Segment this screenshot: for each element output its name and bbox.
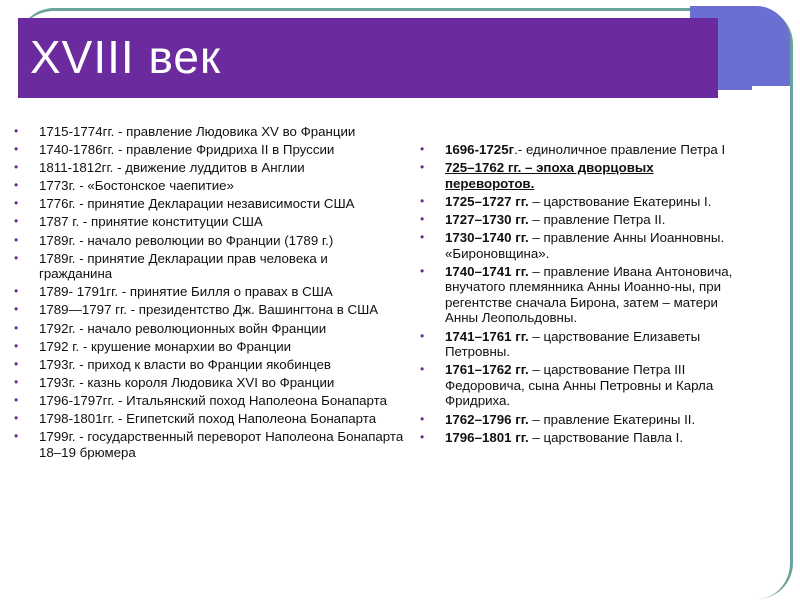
right-list-item-date: 1796–1801 гг.	[445, 429, 529, 445]
right-list-item-text: – царствование Павла I.	[528, 429, 684, 445]
right-list-item	[420, 194, 740, 210]
right-list-item-date: 725–1762 гг. – эпоха дворцовых переворотов.	[445, 160, 654, 191]
bullet-icon: •	[14, 232, 19, 247]
right-list-item-date: 1741–1761 гг.	[445, 328, 529, 344]
bullet-icon: •	[14, 250, 19, 265]
left-list-item	[14, 251, 404, 282]
left-list-item	[14, 124, 404, 140]
right-list-item-text: – царствование Елизаветы Петровны.	[445, 328, 701, 360]
right-list-item	[420, 430, 740, 446]
left-list-item	[14, 284, 404, 300]
right-event-list	[420, 142, 740, 448]
left-list-item-text: 1792г. - начало революционных войн Франции	[39, 320, 327, 336]
bullet-icon: •	[420, 229, 425, 244]
title-bar-decoration	[712, 30, 752, 90]
right-list-item	[420, 362, 740, 409]
right-list-item	[420, 142, 740, 158]
right-list-item-date: 1696-1725г	[445, 142, 515, 157]
left-list-item	[14, 160, 404, 176]
left-event-list	[14, 124, 404, 463]
right-list-item-text: – правление Ивана Антоновича, внучатого племянника Анны Иоанно-ны, при регентстве сначала Бирона, затем – матери Анны Леопольдовны.	[445, 263, 733, 326]
left-list-item-text: 1776г. - принятие Декларации независимости США	[39, 196, 355, 212]
right-list-item-text: – правление Екатерины II.	[528, 411, 696, 427]
bullet-icon: •	[14, 411, 19, 425]
left-list-item-text: 1789г. - начало революции во Франции (1789 г.)	[39, 232, 334, 248]
left-list-item-text: 1793г. - приход к власти во Франции якобинцев	[39, 356, 331, 372]
left-list-item	[14, 196, 404, 212]
right-list-item	[420, 212, 740, 228]
left-list-item	[14, 302, 404, 318]
bullet-icon: •	[420, 263, 425, 278]
bullet-icon: •	[14, 374, 19, 389]
right-list-item-date: 1725–1727 гг.	[445, 193, 529, 209]
right-list-item-date: 1740–1741 гг.	[445, 263, 529, 279]
right-list-item-date: 1730–1740 гг.	[445, 229, 529, 245]
left-list-item-text: 1789- 1791гг. - принятие Билля о правах в США	[39, 284, 333, 300]
left-list-item	[14, 233, 404, 249]
bullet-icon: •	[420, 429, 425, 444]
left-list-item-text: 1799г. - государственный переворот Наполеона Бонапарта 18–19 брюмера	[39, 429, 404, 460]
left-list-item-text: 1792 г. - крушение монархии во Франции	[39, 338, 292, 354]
left-list-item	[14, 429, 404, 460]
bullet-icon: •	[14, 196, 19, 211]
bullet-icon: •	[14, 284, 19, 299]
left-list-item-text: 1798-1801гг. - Египетский поход Наполеона Бонапарта	[39, 411, 377, 426]
left-list-item-text: 1789г. - принятие Декларации прав человека и гражданина	[39, 250, 328, 282]
bullet-icon: •	[14, 392, 19, 407]
bullet-icon: •	[14, 160, 19, 175]
left-list-item-text: 1787 г. - принятие конституции США	[39, 214, 263, 230]
slide-title: XVIII век	[30, 31, 222, 83]
left-list-item-text: 1740-1786гг. - правление Фридриха II в Пруссии	[39, 142, 335, 158]
right-list-item-date: 1762–1796 гг.	[445, 411, 529, 427]
left-list-item-text: 1789—1797 гг. - президентство Дж. Вашингтона в США	[39, 302, 379, 318]
bullet-icon: •	[14, 356, 19, 371]
left-list-item	[14, 321, 404, 337]
right-list-item-text: – царствование Петра III Федоровича, сына Анны Петровны и Карла Фридриха.	[445, 362, 714, 409]
bullet-icon: •	[420, 160, 425, 175]
bullet-icon: •	[14, 142, 19, 157]
left-list-item	[14, 375, 404, 391]
left-list-item-text: 1793г. - казнь короля Людовика XVI во Франции	[39, 374, 335, 390]
right-list-item	[420, 412, 740, 428]
right-list-item	[420, 230, 740, 261]
right-list-item-date: 1761–1762 гг.	[445, 362, 529, 378]
bullet-icon: •	[14, 429, 19, 444]
left-list-item-text: 1796-1797гг. - Итальянский поход Наполеона Бонапарта	[39, 392, 387, 408]
left-list-item	[14, 357, 404, 373]
bullet-icon: •	[14, 320, 19, 335]
right-list-item-date: 1727–1730 гг.	[445, 211, 529, 227]
bullet-icon: •	[420, 142, 425, 156]
left-list-item-text: 1715-1774гг. - правление Людовика XV во Франции	[39, 124, 356, 139]
bullet-icon: •	[14, 178, 19, 193]
bullet-icon: •	[14, 214, 19, 229]
left-list-item	[14, 411, 404, 427]
right-list-item	[420, 160, 740, 191]
bullet-icon: •	[420, 211, 425, 226]
right-list-item-text: .- единоличное правление Петра I	[514, 142, 726, 157]
bullet-icon: •	[14, 124, 19, 138]
left-list-item	[14, 214, 404, 230]
left-list-item	[14, 142, 404, 158]
right-list-item-text: – правление Петра II.	[528, 211, 666, 227]
bullet-icon: •	[420, 362, 425, 377]
left-list-item	[14, 393, 404, 409]
right-list-item	[420, 264, 740, 326]
bullet-icon: •	[14, 338, 19, 353]
right-list-item-text: – царствование Екатерины I.	[528, 193, 712, 209]
right-list-item-text: – правление Анны Иоанновны. «Бироновщина».	[445, 229, 725, 261]
left-list-item	[14, 178, 404, 194]
left-list-item-text: 1773г. - «Бостонское чаепитие»	[39, 178, 234, 194]
bullet-icon: •	[420, 193, 425, 208]
bullet-icon: •	[14, 302, 19, 317]
left-list-item	[14, 339, 404, 355]
bullet-icon: •	[420, 328, 425, 343]
left-list-item-text: 1811-1812гг. - движение луддитов в Англии	[39, 160, 305, 176]
right-list-item	[420, 329, 740, 360]
bullet-icon: •	[420, 411, 425, 426]
